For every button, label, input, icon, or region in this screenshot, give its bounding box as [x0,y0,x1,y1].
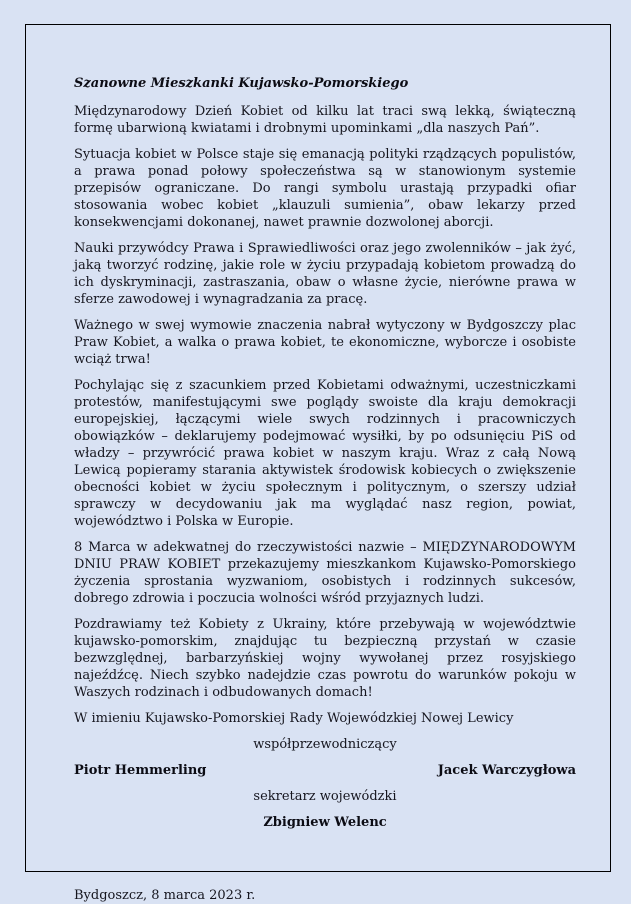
paragraph-march-8-wishes: 8 Marca w adekwatnej do rzeczywistości nazwie – MIĘDZYNARODOWYM DNIU PRAW KOBIET przekazujemy mieszkankom Kujawsko-Pomorskiego życzenia sprostania wyzwaniom, osobistych i rodzinnych sukcesów, dobrego zdrowia i poczucia wolności wśród przyjaznych ludzi. [74,540,576,606]
paragraph-declaration: Pochylając się z szacunkiem przed Kobietami odważnymi, uczestniczkami protestów, manifestującymi swe poglądy swoiste dla kraju demokracji europejskiej, łączącymi wiele swych rodzinnych i pracowniczych obowiązków – deklarujemy podejmować wysiłki, by po odsunięciu PiS od władzy – przywrócić prawa kobiet w naszym kraju. Wraz z całą Nową Lewicą popieramy starania aktywistek środowisk kobiecych o zwiększenie obecności kobiet w życiu społecznym i politycznym, o szerszy udział sprawczy w decydowaniu jak ma wyglądać nasz region, powiat, województwo i Polska w Europie. [74,378,576,529]
salutation: Szanowne Mieszkanki Kujawsko-Pomorskiego [74,76,409,91]
cochair-names-row [74,762,576,779]
cochair-name-left: Piotr Hemmerling [74,763,207,778]
paragraph-greetings-ukraine: Pozdrawiamy też Kobiety z Ukrainy, które przebywają w województwie kujawsko-pomorskim, znajdując tu bezpieczną przystań w czasie bezwzględnej, barbarzyńskiej wojny wywołanej przez rosyjskiego najeźdźcę. Niech szybko nadejdzie czas powrotu do warunków pokoju w Waszych rodzinach i odbudowanych domach! [74,617,576,700]
paragraph-womens-rights-square: Ważnego w swej wymowie znaczenia nabrał wytyczony w Bydgoszczy plac Praw Kobiet, a walka o prawa kobiet, te ekonomiczne, wyborcze i osobiste wciąż trwa! [74,318,576,367]
dateline: Bydgoszcz, 8 marca 2023 r. [74,888,256,903]
paragraph-situation-of-women: Sytuacja kobiet w Polsce staje się emanacją polityki rządzących populistów, a prawa ponad połowy społeczeństwa są w stanowionym systemie przepisów ograniczane. Do rangi symbolu urastają przypadki ofiar stosowania wobec kobiet „klauzuli sumienia”, obaw lekarzy przed konsekwencjami dokonanej, nawet prawnie dozwolonej aborcji. [74,147,576,230]
closing-line: W imieniu Kujawsko-Pomorskiej Rady Wojewódzkiej Nowej Lewicy [74,711,514,726]
cochair-title: współprzewodniczący [253,737,397,752]
letter-content [26,25,610,904]
secretary-title: sekretarz wojewódzki [253,789,397,804]
paragraph-women-day-intro: Międzynarodowy Dzień Kobiet od kilku lat traci swą lekką, świąteczną formę ubarwioną kwiatami i drobnymi upominkami „dla naszych Pań”. [74,104,576,136]
letter-border-frame [25,24,611,903]
paragraph-pis-teachings: Nauki przywódcy Prawa i Sprawiedliwości oraz jego zwolenników – jak żyć, jaką tworzyć rodzinę, jakie role w życiu przypadają kobietom prowadzą do ich dyskryminacji, zastraszania, obaw o własne życie, nierówne prawa w sferze zawodowej i wynagradzania za pracę. [74,241,576,307]
cochair-name-right: Jacek Warczygłowa [437,763,576,778]
secretary-name: Zbigniew Welenc [263,815,387,830]
